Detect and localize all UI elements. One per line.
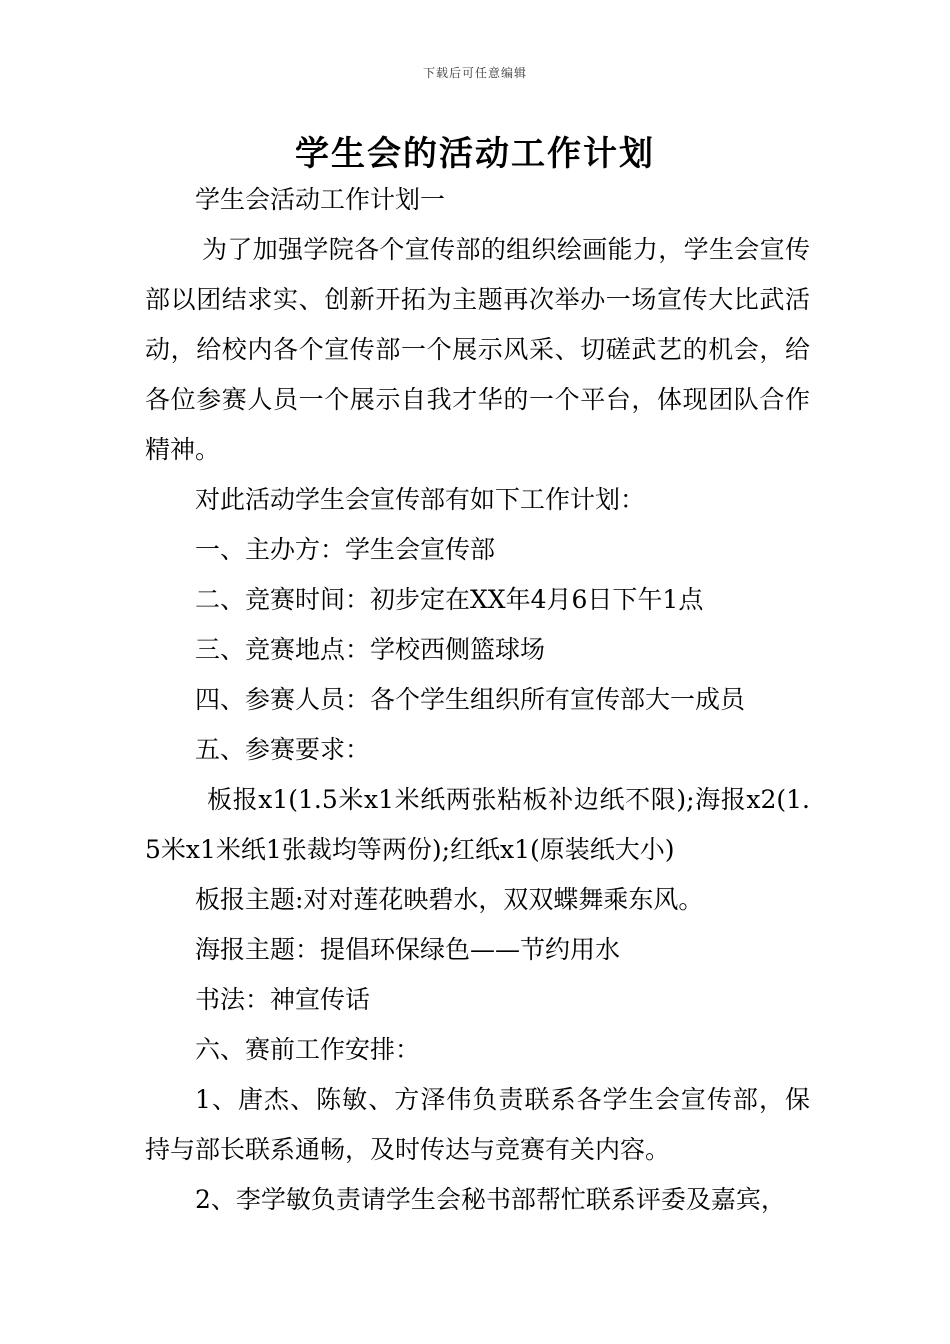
document-title: 学生会的活动工作计划 [295, 134, 655, 174]
item-requirements: 五、参赛要求： [195, 735, 371, 764]
poster-theme: 海报主题：提倡环保绿色——节约用水 [195, 935, 621, 964]
intro-paragraph: 为了加强学院各个宣传部的组织绘画能力，学生会宣传部以团结求实、创新开拓为主题再次举办一场宣传大比武活动，给校内各个宣传部一个展示风采、切磋武艺的机会，给各位参赛人员一个展示自我才华的一个平台，体现团队合作精神。 [145, 235, 810, 464]
item-location: 三、竞赛地点：学校西侧篮球场 [195, 635, 546, 664]
item-time: 二、竞赛时间：初步定在XX年4月6日下午1点 [195, 585, 704, 614]
header-note: 下载后可任意编辑 [422, 66, 527, 80]
requirements-detail: 板报x1(1.5米x1米纸两张粘板补边纸不限);海报x2(1.5米x1米纸1张裁均等两份);红纸x1(原装纸大小) [145, 785, 810, 864]
board-theme: 板报主题:对对莲花映碧水，双双蝶舞乘东风。 [195, 885, 704, 914]
document-body [145, 175, 810, 1225]
prep-task-1: 1、唐杰、陈敏、方泽伟负责联系各学生会宣传部，保持与部长联系通畅，及时传达与竞赛有关内容。 [145, 1085, 810, 1164]
section-heading: 学生会活动工作计划一 [195, 185, 446, 214]
item-organizer: 一、主办方：学生会宣传部 [195, 535, 496, 564]
item-preparation: 六、赛前工作安排： [195, 1035, 421, 1064]
prep-task-2: 2、李学敏负责请学生会秘书部帮忙联系评委及嘉宾， [195, 1185, 786, 1214]
item-participants: 四、参赛人员：各个学生组织所有宣传部大一成员 [195, 685, 746, 714]
plan-intro: 对此活动学生会宣传部有如下工作计划： [195, 485, 646, 514]
calligraphy-theme: 书法：神宣传话 [195, 985, 371, 1014]
